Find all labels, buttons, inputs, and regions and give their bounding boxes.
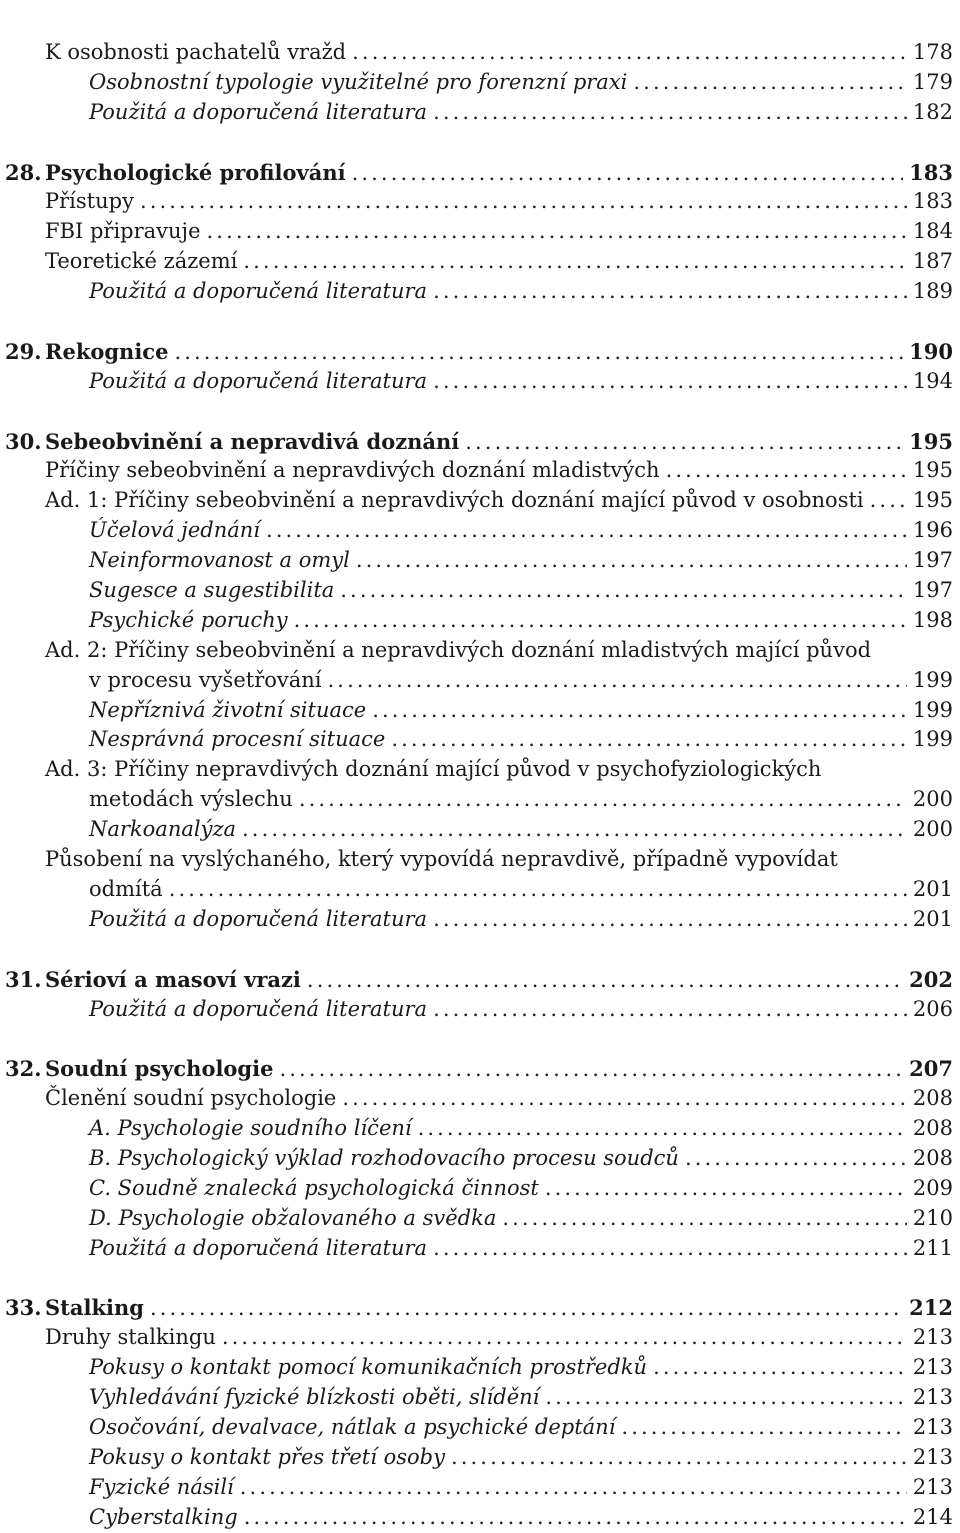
- toc-entry-page: 210: [912, 1205, 953, 1230]
- toc-entry-page: 199: [912, 727, 953, 752]
- chapter-page: 212: [909, 1295, 953, 1321]
- chapter-title: Sérioví a masoví vrazi: [45, 966, 301, 992]
- toc-entry: [0, 486, 960, 516]
- toc-entry-page: 199: [912, 697, 953, 722]
- toc-entry-page: 211: [912, 1235, 953, 1260]
- chapter-heading: [0, 1293, 960, 1323]
- chapter-page: 202: [909, 966, 953, 992]
- toc-entry-page: 200: [912, 817, 953, 842]
- toc-entry: [0, 1473, 960, 1503]
- toc-entry-page: 209: [912, 1175, 953, 1200]
- toc-entry-page: 213: [912, 1325, 953, 1350]
- toc-entry-page: 213: [912, 1474, 953, 1499]
- toc-entry-title: Použitá a doporučená literatura: [89, 279, 428, 304]
- toc-entry: [0, 546, 960, 576]
- toc-entry-title: Pokusy o kontakt přes třetí osoby: [89, 1444, 445, 1469]
- dot-leader: [342, 1084, 907, 1114]
- dot-leader: [169, 875, 907, 905]
- toc-entry-title: C. Soudně znalecká psychologická činnost: [89, 1175, 539, 1200]
- chapter-heading: [0, 427, 960, 457]
- dot-leader: [356, 546, 907, 576]
- toc-entry-page: 184: [912, 219, 953, 244]
- toc-entry: [0, 367, 960, 397]
- dot-leader: [451, 1443, 907, 1473]
- toc-entry: [0, 1383, 960, 1413]
- chapter-number: 33.: [5, 1295, 42, 1321]
- dot-leader: [433, 98, 907, 128]
- chapter-page: 195: [909, 428, 953, 454]
- toc-entry-page: 198: [912, 607, 953, 632]
- chapter-title: Rekognice: [45, 338, 169, 364]
- dot-leader: [433, 367, 907, 397]
- toc-entry-page: 206: [912, 996, 953, 1021]
- toc-entry: [0, 68, 960, 98]
- toc-entry-page: 189: [912, 279, 953, 304]
- chapter-heading: [0, 1054, 960, 1084]
- toc-entry: [0, 217, 960, 247]
- toc-entry: [0, 1234, 960, 1264]
- toc-entry-title: D. Psychologie obžalovaného a svědka: [89, 1205, 497, 1230]
- dot-leader: [433, 1234, 907, 1264]
- dot-leader: [502, 1204, 907, 1234]
- toc-entry: [0, 1174, 960, 1204]
- toc-entry: [0, 606, 960, 636]
- toc-entry: [0, 666, 960, 696]
- chapter-number: 29.: [5, 338, 42, 364]
- dot-leader: [418, 1114, 907, 1144]
- toc-entry-title: Neinformovanost a omyl: [89, 548, 350, 573]
- chapter-page: 183: [909, 159, 953, 185]
- dot-leader: [685, 1144, 907, 1174]
- dot-leader: [633, 68, 907, 98]
- toc-entry-page: 201: [912, 906, 953, 931]
- dot-leader: [391, 725, 907, 755]
- chapter-title: Stalking: [45, 1295, 144, 1321]
- dot-leader: [352, 159, 904, 189]
- dot-leader: [653, 1353, 907, 1383]
- toc-entry: [0, 875, 960, 905]
- dot-leader: [266, 516, 907, 546]
- chapter-page: 207: [909, 1056, 953, 1082]
- toc-entry: [0, 1353, 960, 1383]
- toc-entry-title: metodách výslechu: [89, 787, 293, 812]
- dot-leader: [299, 785, 907, 815]
- toc-entry-page: 213: [912, 1355, 953, 1380]
- toc-entry-page: 183: [912, 189, 953, 214]
- toc-entry-title: Použitá a doporučená literatura: [89, 906, 428, 931]
- chapter-heading: [0, 965, 960, 995]
- toc-entry-page: 213: [912, 1444, 953, 1469]
- toc-entry: [0, 576, 960, 606]
- toc-entry-title: B. Psychologický výklad rozhodovacího procesu soudců: [89, 1145, 679, 1170]
- toc-entry: [0, 1204, 960, 1234]
- dot-leader: [352, 38, 907, 68]
- toc-entry-title: Narkoanalýza: [89, 817, 237, 842]
- toc-entry-title: odmítá: [89, 876, 163, 901]
- toc-entry-title: v procesu vyšetřování: [89, 667, 322, 692]
- dot-leader: [240, 1473, 907, 1503]
- chapter-number: 30.: [5, 428, 42, 454]
- dot-leader: [150, 1294, 903, 1324]
- toc-entry-first-line: Ad. 3: Příčiny nepravdivých doznání mající původ v psychofyziologických: [45, 757, 822, 782]
- dot-leader: [621, 1413, 906, 1443]
- toc-entry: [0, 516, 960, 546]
- toc-entry-title: Osočování, devalvace, nátlak a psychické deptání: [89, 1414, 616, 1439]
- dot-leader: [328, 666, 907, 696]
- toc-entry-page: 194: [912, 368, 953, 393]
- toc-entry: [0, 725, 960, 755]
- dot-leader: [465, 428, 903, 458]
- toc-entry-title: Členění soudní psychologie: [45, 1086, 337, 1111]
- table-of-contents: [0, 38, 960, 1533]
- toc-entry-title: Osobnostní typologie využitelné pro forenzní praxi: [89, 69, 628, 94]
- toc-entry-title: Cyberstalking: [89, 1504, 238, 1529]
- toc-entry-first-line: Ad. 2: Příčiny sebeobvinění a nepravdivých doznání mladistvých mající původ: [45, 637, 872, 662]
- toc-entry-title: Účelová jednání: [89, 518, 260, 543]
- toc-entry-page: 195: [912, 458, 953, 483]
- dot-leader: [433, 905, 907, 935]
- dot-leader: [207, 217, 907, 247]
- toc-entry-page: 197: [912, 548, 953, 573]
- toc-entry-title: Příčiny sebeobvinění a nepravdivých doznání mladistvých: [45, 458, 660, 483]
- toc-entry: [0, 1413, 960, 1443]
- toc-entry-title: Použitá a doporučená literatura: [89, 368, 428, 393]
- toc-entry-title: Nesprávná procesní situace: [89, 727, 386, 752]
- toc-entry-page: 214: [912, 1504, 953, 1529]
- toc-entry-page: 213: [912, 1385, 953, 1410]
- toc-entry: [0, 38, 960, 68]
- chapter-heading: [0, 158, 960, 188]
- toc-entry-title: FBI připravuje: [45, 219, 201, 244]
- toc-entry: [0, 696, 960, 726]
- toc-entry-page: 197: [912, 578, 953, 603]
- toc-entry-title: Nepříznivá životní situace: [89, 697, 367, 722]
- dot-leader: [222, 1323, 907, 1353]
- toc-entry-title: Vyhledávání fyzické blízkosti oběti, slídění: [89, 1385, 540, 1410]
- toc-entry-title: Druhy stalkingu: [45, 1325, 216, 1350]
- toc-entry-page: 208: [912, 1145, 953, 1170]
- toc-entry: [0, 785, 960, 815]
- toc-entry-title: A. Psychologie soudního líčení: [89, 1116, 412, 1141]
- toc-entry: [0, 1503, 960, 1533]
- chapter-number: 32.: [5, 1056, 42, 1082]
- toc-entry: [0, 905, 960, 935]
- chapter-title: Psychologické profilování: [45, 159, 346, 185]
- toc-entry: [0, 456, 960, 486]
- toc-entry-title: Sugesce a sugestibilita: [89, 578, 335, 603]
- toc-entry-page: 178: [912, 40, 953, 64]
- toc-entry: [0, 995, 960, 1025]
- chapter-title: Sebeobvinění a nepravdivá doznání: [45, 428, 460, 454]
- chapter-number: 28.: [5, 159, 42, 185]
- dot-leader: [870, 486, 907, 516]
- chapter-title: Soudní psychologie: [45, 1056, 274, 1082]
- dot-leader: [666, 456, 907, 486]
- dot-leader: [294, 606, 907, 636]
- toc-entry-page: 200: [912, 787, 953, 812]
- dot-leader: [372, 696, 907, 726]
- toc-entry-page: 213: [912, 1414, 953, 1439]
- toc-entry-page: 201: [912, 876, 953, 901]
- toc-entry: [0, 1084, 960, 1114]
- toc-entry: [0, 815, 960, 845]
- toc-entry-title: Přístupy: [45, 189, 134, 214]
- toc-entry: [0, 1323, 960, 1353]
- dot-leader: [433, 995, 907, 1025]
- toc-entry: [0, 1443, 960, 1473]
- toc-entry-page: 199: [912, 667, 953, 692]
- toc-entry: [0, 187, 960, 217]
- toc-entry-page: 182: [912, 99, 953, 124]
- dot-leader: [340, 576, 907, 606]
- chapter-page: 190: [909, 338, 953, 364]
- toc-entry-page: 208: [912, 1086, 953, 1111]
- toc-entry: [0, 1114, 960, 1144]
- toc-entry-page: 179: [912, 69, 953, 94]
- toc-entry-title: Použitá a doporučená literatura: [89, 1235, 428, 1260]
- toc-entry-page: 187: [912, 249, 953, 274]
- toc-entry-title: Fyzické násilí: [89, 1474, 234, 1499]
- dot-leader: [140, 187, 907, 217]
- dot-leader: [545, 1174, 907, 1204]
- toc-entry-page: 196: [912, 518, 953, 543]
- dot-leader: [279, 1055, 903, 1085]
- toc-entry-title: K osobnosti pachatelů vražd: [45, 40, 347, 64]
- toc-entry-title: Použitá a doporučená literatura: [89, 99, 428, 124]
- toc-entry-first-line: Působení na vyslýchaného, který vypovídá nepravdivě, případně vypovídat: [45, 847, 838, 872]
- toc-entry-title: Pokusy o kontakt pomocí komunikačních prostředků: [89, 1355, 648, 1380]
- toc-entry-title: Ad. 1: Příčiny sebeobvinění a nepravdivých doznání mající původ v osobnosti: [45, 488, 864, 513]
- chapter-heading: [0, 337, 960, 367]
- toc-entry: [0, 247, 960, 277]
- toc-entry-title: Psychické poruchy: [89, 607, 288, 632]
- toc-entry-page: 208: [912, 1116, 953, 1141]
- toc-entry: [0, 98, 960, 128]
- dot-leader: [242, 815, 907, 845]
- dot-leader: [174, 338, 903, 368]
- toc-entry: [0, 277, 960, 307]
- toc-entry-title: Teoretické zázemí: [45, 249, 238, 274]
- toc-entry-title: Použitá a doporučená literatura: [89, 996, 428, 1021]
- chapter-number: 31.: [5, 966, 42, 992]
- dot-leader: [307, 966, 903, 996]
- dot-leader: [243, 247, 907, 277]
- dot-leader: [244, 1503, 907, 1533]
- dot-leader: [545, 1383, 907, 1413]
- dot-leader: [433, 277, 907, 307]
- toc-entry-page: 195: [912, 488, 953, 513]
- toc-entry: [0, 1144, 960, 1174]
